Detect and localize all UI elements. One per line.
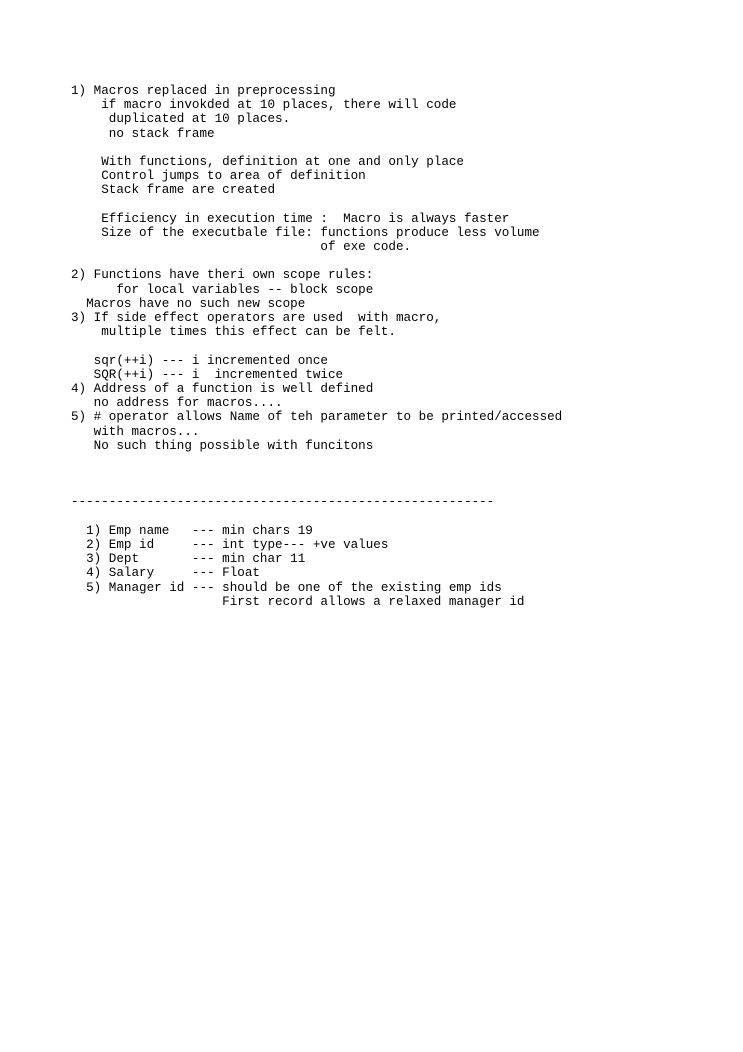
text-line: 4) Salary --- Float bbox=[71, 566, 260, 581]
text-line: 2) Functions have theri own scope rules: bbox=[71, 268, 374, 283]
text-line: with macros... bbox=[71, 424, 200, 439]
text-line: duplicated at 10 places. bbox=[71, 112, 291, 127]
text-line: Size of the executbale file: functions produce less volume bbox=[71, 225, 540, 240]
blank-line bbox=[71, 198, 562, 212]
text-line: 3) If side effect operators are used with macro, bbox=[71, 311, 442, 325]
text-line: 4) Address of a function is well defined bbox=[71, 381, 374, 396]
text-line: 5) # operator allows Name of teh parameter to be printed/accessed bbox=[71, 410, 563, 425]
text-line: 1) Emp name --- min chars 19 bbox=[71, 523, 313, 538]
text-line: for local variables -- block scope bbox=[71, 282, 374, 297]
blank-line bbox=[71, 339, 562, 353]
text-line: multiple times this effect can be felt. bbox=[71, 325, 396, 340]
text-line: 2) Emp id --- int type--- +ve values bbox=[71, 538, 389, 552]
blank-line bbox=[71, 254, 562, 268]
text-line: Efficiency in execution time : Macro is always faster bbox=[71, 211, 510, 226]
separator-line: -------------------------------------------------------- bbox=[71, 495, 495, 510]
text-line: Control jumps to area of definition bbox=[71, 169, 366, 184]
text-line: 3) Dept --- min char 11 bbox=[71, 552, 306, 567]
blank-line bbox=[71, 141, 562, 155]
text-line: First record allows a relaxed manager id bbox=[71, 594, 525, 609]
text-line: No such thing possible with funcitons bbox=[71, 438, 374, 453]
text-line: if macro invokded at 10 places, there will code bbox=[71, 98, 457, 113]
text-line: Macros have no such new scope bbox=[71, 296, 306, 311]
text-line: SQR(++i) --- i incremented twice bbox=[71, 367, 344, 382]
blank-line bbox=[71, 481, 562, 495]
text-line: With functions, definition at one and only place bbox=[71, 154, 464, 169]
text-line: of exe code. bbox=[71, 240, 412, 255]
text-line: 1) Macros replaced in preprocessing bbox=[71, 84, 336, 98]
text-line: no address for macros.... bbox=[71, 396, 283, 411]
text-line: 5) Manager id --- should be one of the existing emp ids bbox=[71, 580, 502, 595]
text-line: no stack frame bbox=[71, 126, 215, 141]
blank-line bbox=[71, 510, 562, 524]
text-line: sqr(++i) --- i incremented once bbox=[71, 353, 328, 368]
text-line: Stack frame are created bbox=[71, 183, 276, 198]
blank-line bbox=[71, 453, 562, 467]
blank-line bbox=[71, 467, 562, 481]
document-text bbox=[71, 84, 562, 609]
